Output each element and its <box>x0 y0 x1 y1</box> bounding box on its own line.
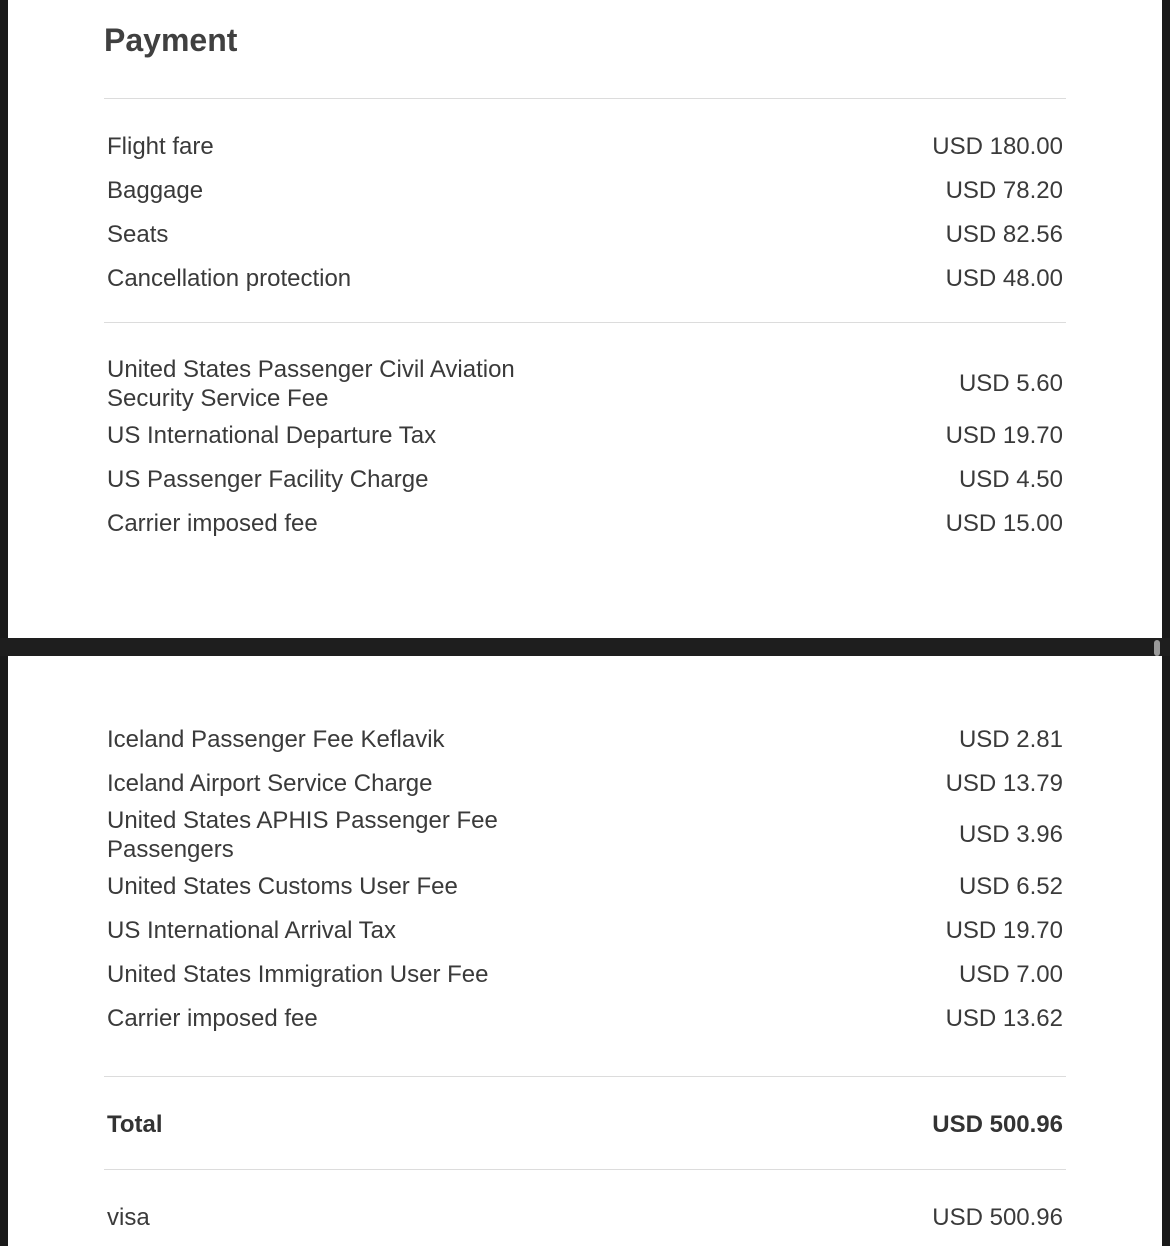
line-item-label: United States APHIS Passenger Fee Passengers <box>107 806 498 863</box>
line-item-label: US International Arrival Tax <box>107 916 397 944</box>
divider <box>104 322 1066 323</box>
line-item-row <box>107 952 1063 996</box>
payment-method-row <box>107 1195 1063 1239</box>
line-item-amount: USD 3.96 <box>958 821 1063 848</box>
payment-method-amount: USD 500.96 <box>932 1203 1063 1231</box>
line-item-amount: USD 13.62 <box>945 1004 1063 1032</box>
line-item-label: Iceland Airport Service Charge <box>107 769 433 797</box>
line-item-amount: USD 5.60 <box>958 370 1063 397</box>
line-item-label: Cancellation protection <box>107 264 352 292</box>
line-item-row <box>107 168 1063 212</box>
line-item-amount: USD 48.00 <box>945 264 1063 292</box>
line-item-label: Iceland Passenger Fee Keflavik <box>107 725 445 753</box>
line-item-amount: USD 7.00 <box>958 960 1063 988</box>
payment-panel-bottom <box>8 656 1162 1246</box>
payment-panel-top <box>8 0 1162 638</box>
line-item-row <box>107 413 1063 457</box>
page-title: Payment <box>104 22 238 58</box>
line-item-label: Flight fare <box>107 132 214 160</box>
divider <box>104 1169 1066 1170</box>
divider <box>104 1076 1066 1077</box>
scrollbar-thumb[interactable] <box>1154 640 1160 656</box>
line-item-label: United States Customs User Fee <box>107 872 458 900</box>
line-item-row <box>107 996 1063 1040</box>
window-edge <box>1162 0 1170 1246</box>
payment-method-label: visa <box>107 1203 150 1231</box>
line-item-row <box>107 354 1063 413</box>
line-item-amount: USD 78.20 <box>945 176 1063 204</box>
line-item-amount: USD 180.00 <box>932 132 1063 160</box>
line-item-row <box>107 501 1063 545</box>
line-item-row <box>107 256 1063 300</box>
line-item-label: United States Passenger Civil Aviation Security Service Fee <box>107 355 515 412</box>
screenshot-seam <box>0 638 1170 656</box>
line-item-amount: USD 82.56 <box>945 220 1063 248</box>
line-item-label: Carrier imposed fee <box>107 1004 318 1032</box>
line-item-amount: USD 2.81 <box>958 725 1063 753</box>
inbound-taxes-list <box>107 717 1063 1040</box>
payment-method-section <box>107 1195 1063 1239</box>
line-item-label: US Passenger Facility Charge <box>107 465 429 493</box>
line-item-amount: USD 19.70 <box>945 916 1063 944</box>
line-item-row <box>107 908 1063 952</box>
line-item-amount: USD 19.70 <box>945 421 1063 449</box>
line-item-row <box>107 124 1063 168</box>
line-item-amount: USD 6.52 <box>958 872 1063 900</box>
line-item-label: Carrier imposed fee <box>107 509 318 537</box>
line-item-amount: USD 15.00 <box>945 509 1063 537</box>
total-label: Total <box>107 1110 163 1138</box>
total-row <box>107 1102 1063 1146</box>
line-item-label: Seats <box>107 220 169 248</box>
line-item-row <box>107 212 1063 256</box>
outbound-taxes-list <box>107 354 1063 545</box>
line-item-label: United States Immigration User Fee <box>107 960 489 988</box>
line-item-label: US International Departure Tax <box>107 421 437 449</box>
line-item-amount: USD 13.79 <box>945 769 1063 797</box>
total-amount: USD 500.96 <box>932 1110 1063 1138</box>
charges-list <box>107 124 1063 300</box>
line-item-row <box>107 457 1063 501</box>
total-section <box>107 1102 1063 1146</box>
line-item-row <box>107 761 1063 805</box>
divider <box>104 98 1066 99</box>
line-item-amount: USD 4.50 <box>958 465 1063 493</box>
line-item-row <box>107 864 1063 908</box>
line-item-label: Baggage <box>107 176 204 204</box>
line-item-row <box>107 717 1063 761</box>
line-item-row <box>107 805 1063 864</box>
